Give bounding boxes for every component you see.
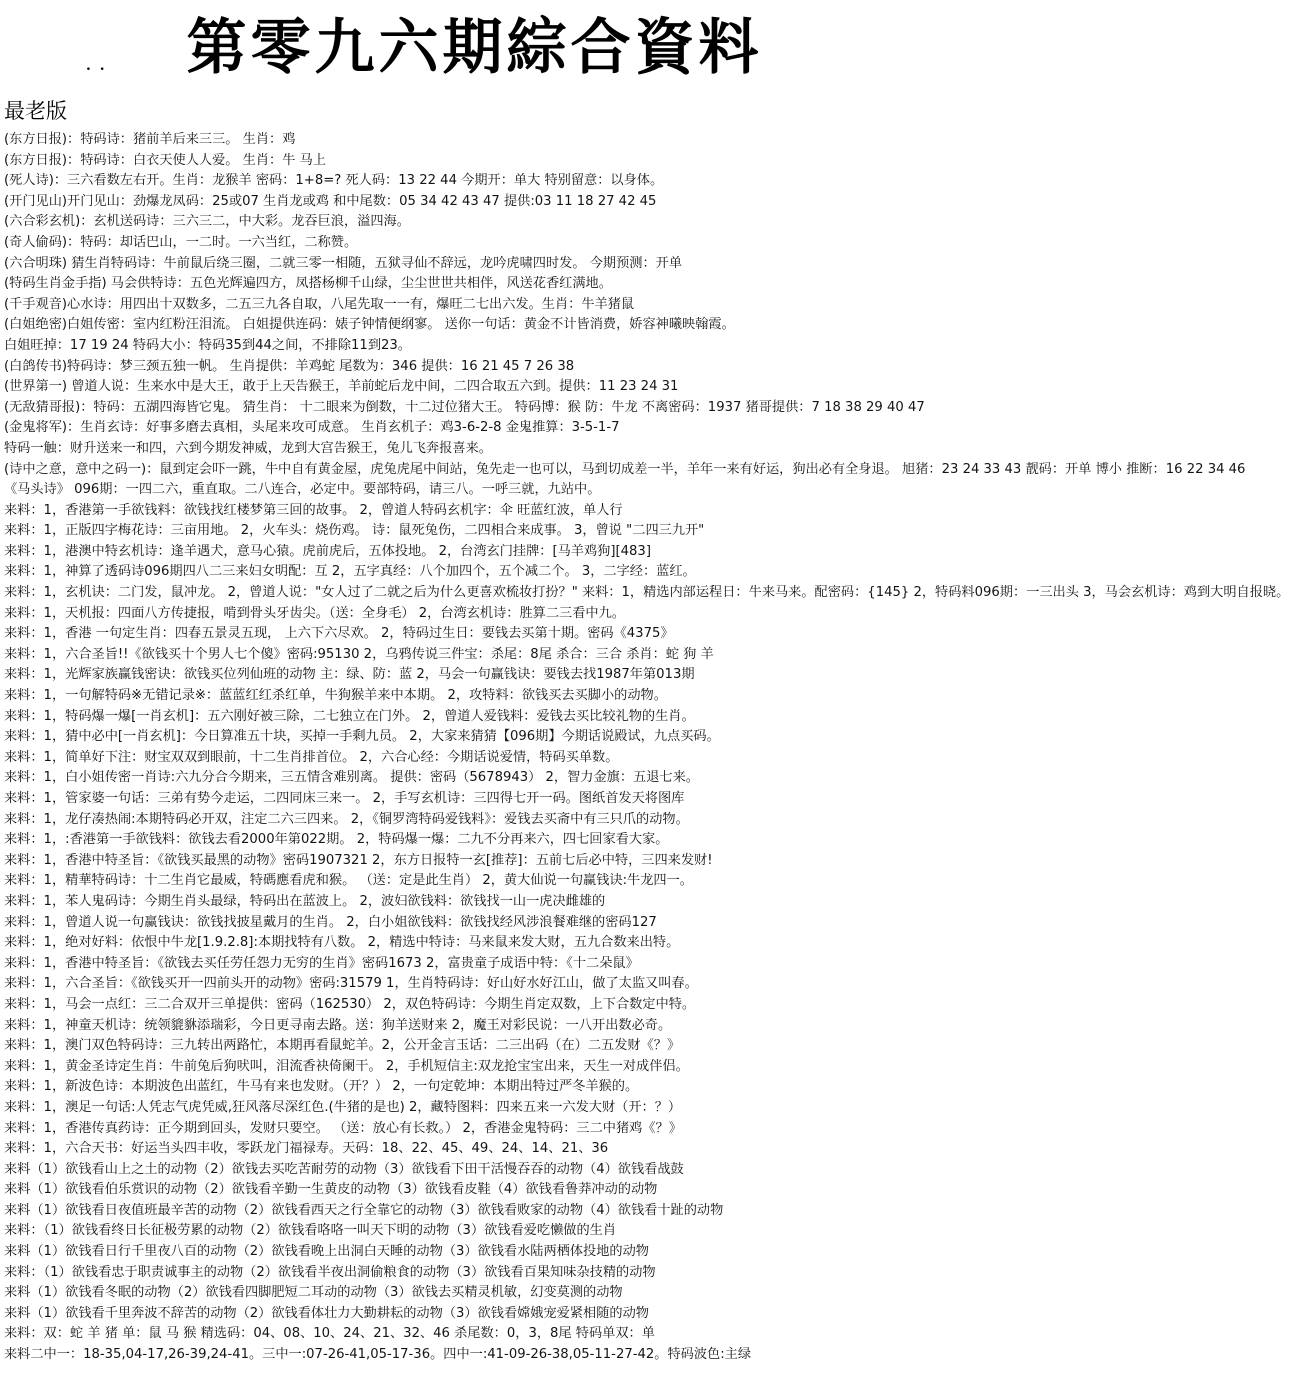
content-line: 来料：1，特码爆一爆[一肖玄机]：五六刚好被三除，二七独立在门外。 2，曾道人爱钱料：爱钱去买比较礼物的生肖。 xyxy=(4,708,695,724)
content-line: (白姐绝密)白姐传密：室内红粉汪泪流。 白姐提供连码：婊子钟情便纲寥。 送你一句话：黄金不计皆消费，娇容神曦映翰霞。 xyxy=(4,317,735,333)
content-line: 来料：（1）欲钱看忠于职责诚事主的动物（2）欲钱看半夜出洞偷粮食的动物（3）欲钱看百果知味杂技精的动物 xyxy=(4,1264,656,1280)
content-line: 来料（1）欲钱看千里奔波不辞苦的动物（2）欲钱看体壮力大勤耕耘的动物（3）欲钱看嫦娥宠爱紧相随的动物 xyxy=(4,1305,649,1321)
content-line: 来料：1，:香港第一手欲钱料：欲钱去看2000年第022期。 2，特码爆一爆：二九不分再来六，四七回家看大家。 xyxy=(4,832,669,848)
edition-label: 最老版 xyxy=(4,99,67,123)
content-line: 来料：1，六合圣旨!!《欲钱买十个男人七个傻》密码:95130 2，乌鸦传说三件宝：杀尾：8尾 杀合：三合 杀肖：蛇 狗 羊 xyxy=(4,646,714,662)
content-line: 《马头诗》 096期：一四二六，重直取。二八连合，必定中。要部特码，请三八。一呼三就，九站中。 xyxy=(4,482,601,498)
content-line: 来料：1，新波色诗：本期波色出蓝红，牛马有来也发财。（开？） 2，一句定乾坤：本期出特过严冬羊猴的。 xyxy=(4,1079,639,1095)
content-line: (金鬼将军)：生肖玄诗：好事多磨去真相，头尾来攻可成意。 生肖玄机子：鸡3-6-2-8 金鬼推算：3-5-1-7 xyxy=(4,420,620,436)
content-line: 来料：1，龙仔凑热闹:本期特码必开双，注定二六三四来。 2，《铜罗湾特码爱钱料》：爱钱去买斋中有三只爪的动物。 xyxy=(4,811,689,827)
content-line: 来料：1，苯人鬼码诗：今期生肖头最绿，特码出在蓝波上。 2，波妇欲钱料：欲钱找一山一虎决雌雄的 xyxy=(4,893,606,909)
title-dots: . . xyxy=(86,58,107,74)
content-line: 来料：1，马会一点红：三二合双开三单提供：密码（162530） 2，双色特码诗：今期生肖定双数，上下合数定中特。 xyxy=(4,996,696,1012)
content-line: 来料：双：蛇 羊 猪 单：鼠 马 猴 精选码：04、08、10、24、21、32、46 杀尾数：0，3，8尾 特码单双：单 xyxy=(4,1326,655,1342)
content-line: 来料：1，天机报：四面八方传捷报，啃到骨头牙齿尖。（送：全身毛） 2，台湾玄机诗：胜算二三看中九。 xyxy=(4,605,625,621)
content-line: (六合彩玄机)：玄机送码诗：三六三二，中大彩。龙吞巨浪，溢四海。 xyxy=(4,214,410,230)
content-line: 来料：1，黄金圣诗定生肖：牛前兔后狗吠叫，泪流香袂倚阑干。 2，手机短信主:双龙抢宝宝出来，天生一对成伴侣。 xyxy=(4,1058,689,1074)
page-title xyxy=(0,8,949,88)
content-line: 来料：1，曾道人说一句赢钱诀：欲钱找披星戴月的生肖。 2，白小姐欲钱料：欲钱找经风涉浪餐难继的密码127 xyxy=(4,914,657,930)
content-line: 来料：1，玄机诀：二门发，鼠冲龙。 2，曾道人说："女人过了二就之后为什么更喜欢梳妆打扮？" 来料：1，精选内部运程日：牛来马来。配密码：{145} 2，特码料096期：一三出头 3，马会玄机诗：鸡到大明自报晓。 xyxy=(4,585,1289,601)
content-line: (白鸽传书)特码诗：梦三颈五独一帆。 生肖提供：羊鸡蛇 尾数为：346 提供：16 21 45 7 26 38 xyxy=(4,358,575,374)
content-line: 来料：1，六合圣旨：《欲钱买开一四前头开的动物》密码:31579 1，生肖特码诗：好山好水好江山，做了太监又叫春。 xyxy=(4,976,698,992)
content-line: (世界第一) 曾道人说：生来水中是大王，敢于上天告猴王，羊前蛇后龙中间，二四合取五六到。提供：11 23 24 31 xyxy=(4,379,679,395)
content-line: 来料（1）欲钱看伯乐赏识的动物（2）欲钱看辛勤一生黄皮的动物（3）欲钱看皮鞋（4）欲钱看鲁莽冲动的动物 xyxy=(4,1182,658,1198)
content-line: 来料：1，猜中必中[一肖玄机]：今日算准五十块，买掉一手剩九员。 2，大家来猜猜【096期】今期话说殿试，九点买码。 xyxy=(4,729,720,745)
content-line: (开门见山)开门见山：劲爆龙凤码：25或07 生肖龙或鸡 和中尾数：05 34 42 43 47 提供:03 11 18 27 42 45 xyxy=(4,193,657,209)
content-line: (诗中之意，意中之码一)：鼠到定会吓一跳，牛中自有黄金屋，虎兔虎尾中间站，兔先走一也可以，马到切成差一半，羊年一来有好运，狗出必有全身退。 旭猪：23 24 33 43 靓码：开单 博小 推断：16 22 34 46 xyxy=(4,461,1246,477)
content-line: 来料：（1）欲钱看终日长征极劳累的动物（2）欲钱看咯咯一叫天下明的动物（3）欲钱看爱吃懒做的生肖 xyxy=(4,1223,617,1239)
content-line: 特码一触：财升送来一和四，六到今期发神威，龙到大宫告猴王，兔儿飞奔报喜来。 xyxy=(4,440,492,456)
content-line: 来料：1，光辉家族赢钱密诀：欲钱买位列仙班的动物 主：绿、防：蓝 2，马会一句赢钱诀：要钱去找1987年第013期 xyxy=(4,667,695,683)
content-line: 来料：1，香港中特圣旨：《欲钱去买任劳任怨力无穷的生肖》密码1673 2，富贵童子成语中特：《十二朵鼠》 xyxy=(4,955,639,971)
content-line: 来料：1，香港传真药诗：正今期到回头，发财只要空。 （送：放心有长救。） 2，香港金鬼特码：三二中猪鸡《？》 xyxy=(4,1120,682,1136)
content-line: 来料：1，绝对好料：依恨中牛龙[1.9.2.8]:本期找特有八数。 2，精选中特诗：马来鼠来发大财，五九合数来出特。 xyxy=(4,935,680,951)
content-line: (六合明珠) 猜生肖特码诗：牛前鼠后绕三圈，二就三零一相随，五狱寻仙不辞远，龙吟虎啸四时发。 今期预测：开单 xyxy=(4,255,683,271)
content-line: 来料：1，香港中特圣旨：《欲钱买最黑的动物》密码1907321 2，东方日报特一玄[推荐]：五前七后必中特，三四来发财! xyxy=(4,852,713,868)
content-line: (特码生肖金手指) 马会供特诗：五色光辉遍四方，凤搭杨柳千山绿，尘尘世世共相伴，风送花香红满地。 xyxy=(4,276,612,292)
content-line: 白姐旺掉：17 19 24 特码大小：特码35到44之间，不排除11到23。 xyxy=(4,337,411,353)
content-line: (千手观音)心水诗：用四出十双数多，二五三九各自取，八尾先取一一有，爆旺二七出六发。生肖：牛羊猪鼠 xyxy=(4,296,635,312)
content-line: 来料：1，简单好下注：财宝双双到眼前，十二生肖排首位。 2，六合心经：今期话说爱情，特码买单数。 xyxy=(4,749,619,765)
content-line: 来料：1，神童天机诗：统领貔貅添瑞彩，今日更寻南去路。送：狗羊送财来 2，魔王对彩民说：一八开出数必奇。 xyxy=(4,1017,672,1033)
content-line: 来料：1，澳足一句话:人凭志气虎凭威,狂风落尽深红色.(牛猪的是也) 2，藏特图料：四来五来一六发大财（开：？） xyxy=(4,1099,682,1115)
content-line: 来料（1）欲钱看冬眠的动物（2）欲钱看四脚肥短二耳动的动物（3）欲钱去买精灵机敏，幻变莫测的动物 xyxy=(4,1285,623,1301)
content-line: (死人诗)：三六看数左右开。生肖：龙猴羊 密码：1+8=? 死人码：13 22 44 今期开：单大 特别留意：以身体。 xyxy=(4,173,664,189)
content-line: 来料（1）欲钱看日夜值班最辛苦的动物（2）欲钱看西天之行全靠它的动物（3）欲钱看败家的动物（4）欲钱看十趾的动物 xyxy=(4,1202,724,1218)
content-line: 来料：1，六合天书：好运当头四丰收，零跃龙门福禄寿。天码：18、22、45、49、24、14、21、36 xyxy=(4,1141,609,1157)
content-line: 来料：1，精華特码诗：十二生肖它最威，特碼應看虎和猴。 （送：定是此生肖） 2，黄大仙说一句赢钱诀:牛龙四一。 xyxy=(4,873,693,889)
content-lines xyxy=(4,130,1289,1366)
content-line: 来料：1，香港 一句定生肖：四春五景灵五现， 上六下六尽欢。 2，特码过生日：要钱去买第十期。密码《4375》 xyxy=(4,626,674,642)
content-line: 来料：1，神算了透码诗096期四八二三来妇女明配：互 2，五字真经：八个加四个，五个减二个。 3，二字经：蓝红。 xyxy=(4,564,696,580)
content-line: 来料：1，管家婆一句话：三弟有势今走运，二四同床三来一。 2，手写玄机诗：三四得七开一码。图纸首发天将图库 xyxy=(4,791,685,806)
content-line: (东方日报)：特码诗：猪前羊后来三三。 生肖：鸡 xyxy=(4,132,296,147)
content-line: 来料二中一：18-35,04-17,26-39,24-41。三中一:07-26-41,05-17-36。四中一:41-09-26-38,05-11-27-42。特码波色:主绿 xyxy=(4,1347,752,1363)
page-title-text: 第零九六期綜合資料 xyxy=(186,13,763,83)
content-line: 来料：1，港澳中特玄机诗：逢羊遇犬，意马心猿。虎前虎后，五体投地。 2，台湾玄门挂牌：[马羊鸡狗][483] xyxy=(4,543,651,559)
content-line: 来料：1，香港第一手欲钱料：欲钱找红楼梦第三回的故事。 2，曾道人特码玄机字：伞 旺蓝红波，单人行 xyxy=(4,502,623,518)
content-line: 来料：1，澳门双色特码诗：三九转出两路忙，本期再看鼠蛇羊。2，公开金言玉话：二三出码（在）二五发财《？》 xyxy=(4,1038,681,1054)
content-line: 来料：1，正版四字梅花诗：三亩用地。 2，火车头：烧伤鸡。 诗：鼠死兔伤，二四相合来成事。 3，曾说 "二四三九开" xyxy=(4,523,705,539)
content-line: 来料：1，一句解特码※无错记录※：蓝蓝红红杀红单，牛狗猴羊来中本期。 2，攻特料：欲钱买去买脚小的动物。 xyxy=(4,688,667,704)
content-line: (无敌猜哥报)：特码：五湖四海皆它鬼。 猜生肖： 十二眼来为倒数，十二过位猪大王。 特码博：猴 防：牛龙 不离密码：1937 猪哥提供：7 18 38 29 40 47 xyxy=(4,399,925,415)
content-line: 来料：1，白小姐传密一肖诗:六九分合今期来，三五情含难别离。 提供：密码（5678943） 2，智力金旗：五退七来。 xyxy=(4,770,699,786)
content-line: (奇人偷码)：特码：却话巴山，一二时。一六当红，二称赞。 xyxy=(4,234,358,250)
content-line: 来料（1）欲钱看山上之土的动物（2）欲钱去买吃苦耐劳的动物（3）欲钱看下田干活慢吞吞的动物（4）欲钱看战鼓 xyxy=(4,1161,684,1177)
content-line: (东方日报)：特码诗：白衣天使人人爱。 生肖：牛 马上 xyxy=(4,152,326,168)
content-line: 来料（1）欲钱看日行千里夜八百的动物（2）欲钱看晚上出洞白天睡的动物（3）欲钱看水陆两栖体投地的动物 xyxy=(4,1244,649,1260)
